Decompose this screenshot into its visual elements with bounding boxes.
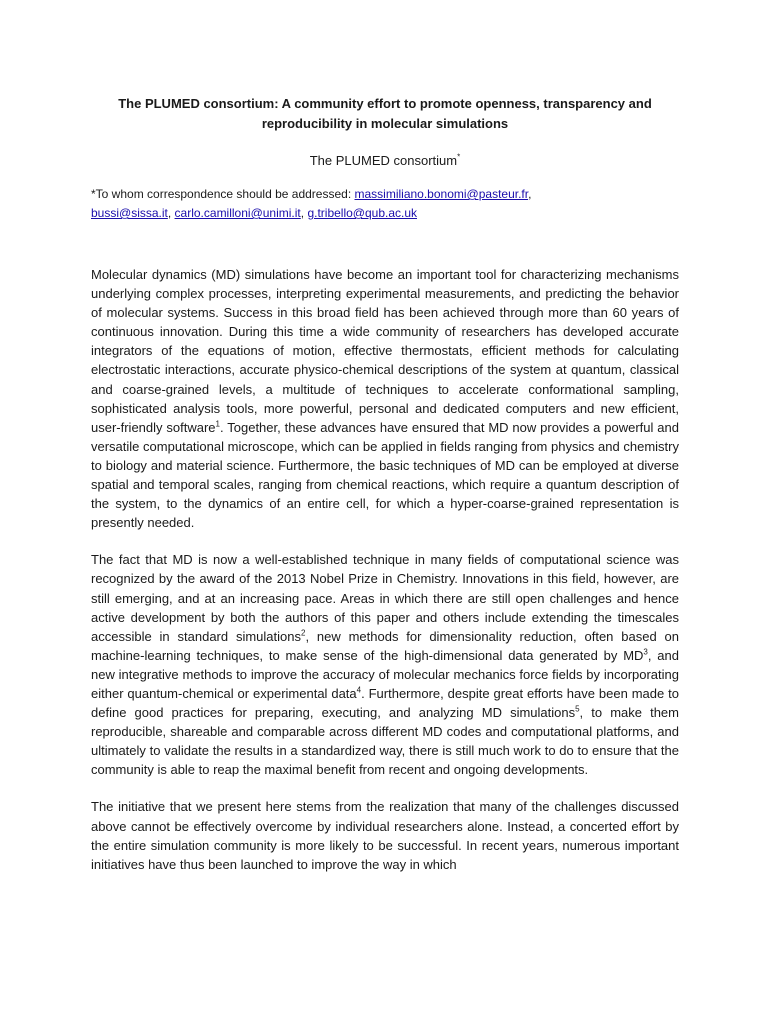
author-line [91, 152, 679, 170]
paragraph-text: The fact that MD is now a well-established technique in many fields of computational science was recognized by the award of the 2013 Nobel Prize in Chemistry. Innovations in this field, however, are still emerging, and at an increasing pace. Areas in which there are still open challenges and hence active development by both the authors of this paper and others include extending the timescales accessible in standard simulations [91, 552, 679, 644]
authors-name: The PLUMED consortium [309, 153, 458, 168]
paragraph-text: . Furthermore, despite great efforts have been made to define good practices for preparing, executing, and analyzing MD simulations [91, 685, 679, 721]
paper-title [91, 94, 679, 134]
email-link-tribello[interactable]: g.tribello@qub.ac.uk [307, 206, 418, 220]
reference-mark: 4 [356, 685, 362, 695]
reference-mark: 3 [643, 647, 648, 657]
email-link-bussi[interactable]: bussi@sissa.it [91, 206, 168, 220]
reference-mark: 1 [215, 419, 220, 429]
correspondence-note [91, 185, 679, 223]
paragraph-3 [91, 797, 679, 873]
paragraph-text: Molecular dynamics (MD) simulations have become an important tool for characterizing mechanisms underlying complex processes, interpreting experimental measurements, and predicting the behavior of molecular systems. Success in this broad field has been achieved through more than 60 years of continuous innovation. During this time a wide community of researchers has developed accurate integrators of the equations of motion, effective thermostats, efficient methods for calculating electrostatic interactions, accurate physico-chemical descriptions of the system at quantum, classical and coarse-grained levels, a multitude of techniques to accelerate conformational sampling, sophisticated analysis tools, more powerful, personal and dedicated computers and new efficient, user-friendly software [91, 267, 679, 435]
paragraph-text: , and new integrative methods to improve the accuracy of molecular mechanics force fields by incorporating either quantum-chemical or experimental data [91, 647, 679, 701]
paragraph-text: , to make them reproducible, shareable and comparable across different MD codes and computational platforms, and ultimately to validate the results in a standardized way, there is still much work to do to ensure that the community is able to reap the maximal benefit from recent and ongoing developments. [91, 705, 679, 778]
reference-mark: 5 [575, 704, 580, 714]
paragraph-2 [91, 550, 679, 779]
paragraph-text: . Together, these advances have ensured that MD now provides a powerful and versatile computational microscope, which can be applied in fields ranging from physics and chemistry to biology and material science. Furthermore, the basic techniques of MD can be employed at diverse spatial and temporal scales, ranging from chemical reactions, which require a quantum description of the system, to the dynamics of an entire cell, for which a hyper-coarse-grained representation is presently needed. [91, 419, 679, 531]
reference-mark: 2 [300, 628, 306, 638]
email-link-bonomi[interactable]: massimiliano.bonomi@pasteur.fr [354, 187, 529, 201]
paragraph-1 [91, 265, 679, 532]
email-link-camilloni[interactable]: carlo.camilloni@unimi.it [174, 206, 301, 220]
paragraph-text: , new methods for dimensionality reduction, often based on machine-learning techniques, to make sense of the high-dimensional data generated by MD [91, 628, 679, 663]
email-separator: , [167, 206, 175, 220]
paper-title-line-2: reproducibility in molecular simulations [261, 116, 509, 131]
paragraph-text: The initiative that we present here stems from the realization that many of the challenges discussed above cannot be effectively overcome by individual researchers alone. Instead, a concerted effort by the entire simulation community is more likely to be successful. In recent years, numerous important initiatives have thus been launched to improve the way in which [91, 799, 679, 872]
authors-footnote-mark: * [457, 152, 461, 162]
paper-title-line-1: The PLUMED consortium: A community effort to promote openness, transparency and [118, 96, 652, 111]
email-separator: , [528, 187, 532, 201]
email-separator: , [300, 206, 308, 220]
body-text [91, 265, 679, 874]
correspondence-prefix: *To whom correspondence should be addressed: [91, 187, 355, 201]
paper-page [91, 94, 679, 892]
